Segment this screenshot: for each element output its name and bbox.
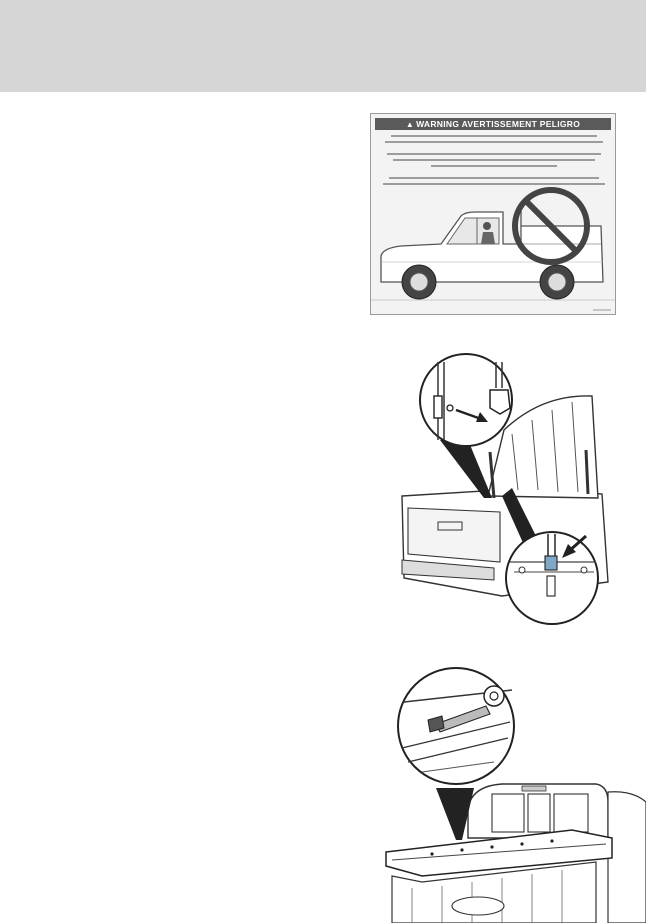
label-fine-print xyxy=(391,135,597,137)
label-fine-print xyxy=(383,183,605,185)
label-fine-print xyxy=(387,153,601,155)
label-fine-print xyxy=(393,159,595,161)
label-fine-print xyxy=(389,177,599,179)
warning-label-heading-text: WARNING AVERTISSEMENT PELIGRO xyxy=(416,119,581,129)
label-fine-print xyxy=(431,165,557,167)
label-fine-print xyxy=(385,141,603,143)
warning-label-heading xyxy=(375,118,611,130)
cover-strap-illustration xyxy=(382,662,646,923)
warning-triangle-icon: ▲ xyxy=(405,120,415,129)
warning-label-figure xyxy=(370,113,616,315)
support-rod-figure xyxy=(392,348,642,626)
page-header-band xyxy=(0,0,646,92)
pickup-truck-illustration xyxy=(371,186,615,316)
cover-strap-figure xyxy=(382,662,646,923)
support-rod-illustration xyxy=(392,348,642,626)
